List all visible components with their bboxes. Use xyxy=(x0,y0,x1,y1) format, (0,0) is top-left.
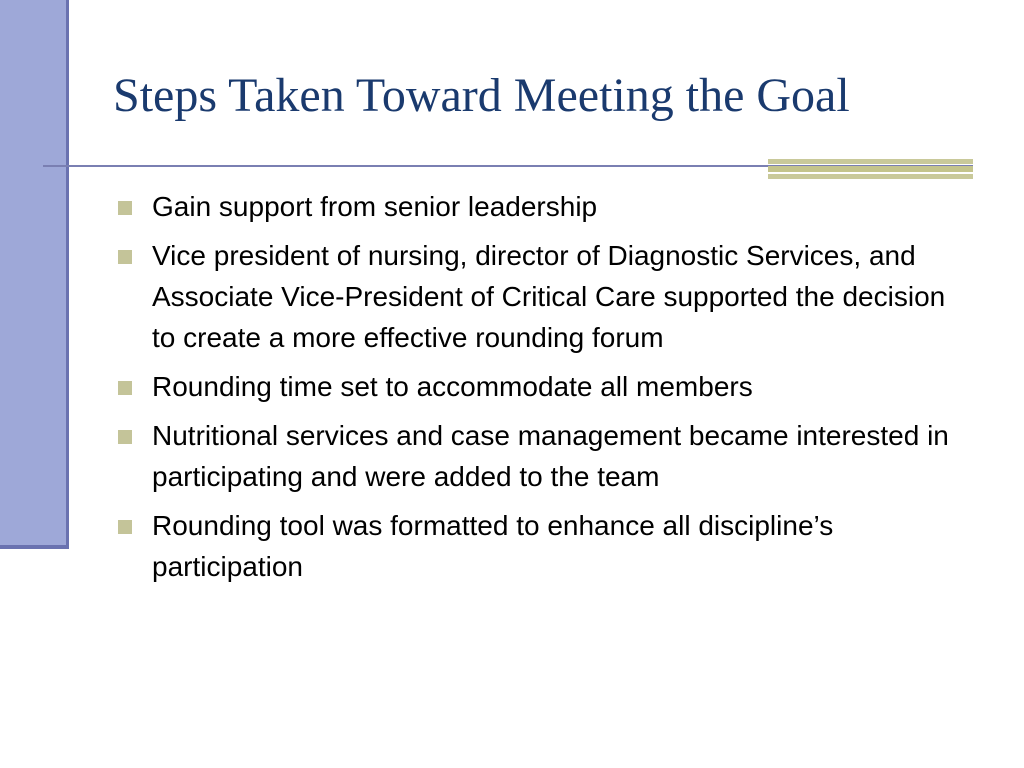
bullet-text: Rounding time set to accommodate all members xyxy=(152,371,753,402)
square-bullet-icon xyxy=(118,520,132,534)
bullet-item xyxy=(110,186,950,227)
bullet-text: Rounding tool was formatted to enhance all discipline’s participation xyxy=(152,510,834,582)
square-bullet-icon xyxy=(118,430,132,444)
accent-bar-bottom xyxy=(768,174,973,179)
bullet-text: Vice president of nursing, director of Diagnostic Services, and Associate Vice-President of Critical Care supported the decision to create a more effective rounding forum xyxy=(152,240,946,353)
square-bullet-icon xyxy=(118,250,132,264)
decorative-left-bar xyxy=(0,0,66,545)
bullet-text: Nutritional services and case management became interested in participating and were added to the team xyxy=(152,420,949,492)
accent-bar-middle xyxy=(768,166,973,172)
decorative-left-bar-bottom xyxy=(0,545,69,549)
slide-title: Steps Taken Toward Meeting the Goal xyxy=(113,69,850,122)
bullet-item xyxy=(110,415,950,497)
bullet-item xyxy=(110,505,950,587)
accent-bar-top xyxy=(768,159,973,164)
square-bullet-icon xyxy=(118,381,132,395)
decorative-left-bar-edge xyxy=(66,0,69,549)
square-bullet-icon xyxy=(118,201,132,215)
bullet-item xyxy=(110,235,950,358)
bullet-list xyxy=(110,186,950,595)
bullet-text: Gain support from senior leadership xyxy=(152,191,598,222)
decorative-accent-bars xyxy=(768,159,973,179)
bullet-item xyxy=(110,366,950,407)
